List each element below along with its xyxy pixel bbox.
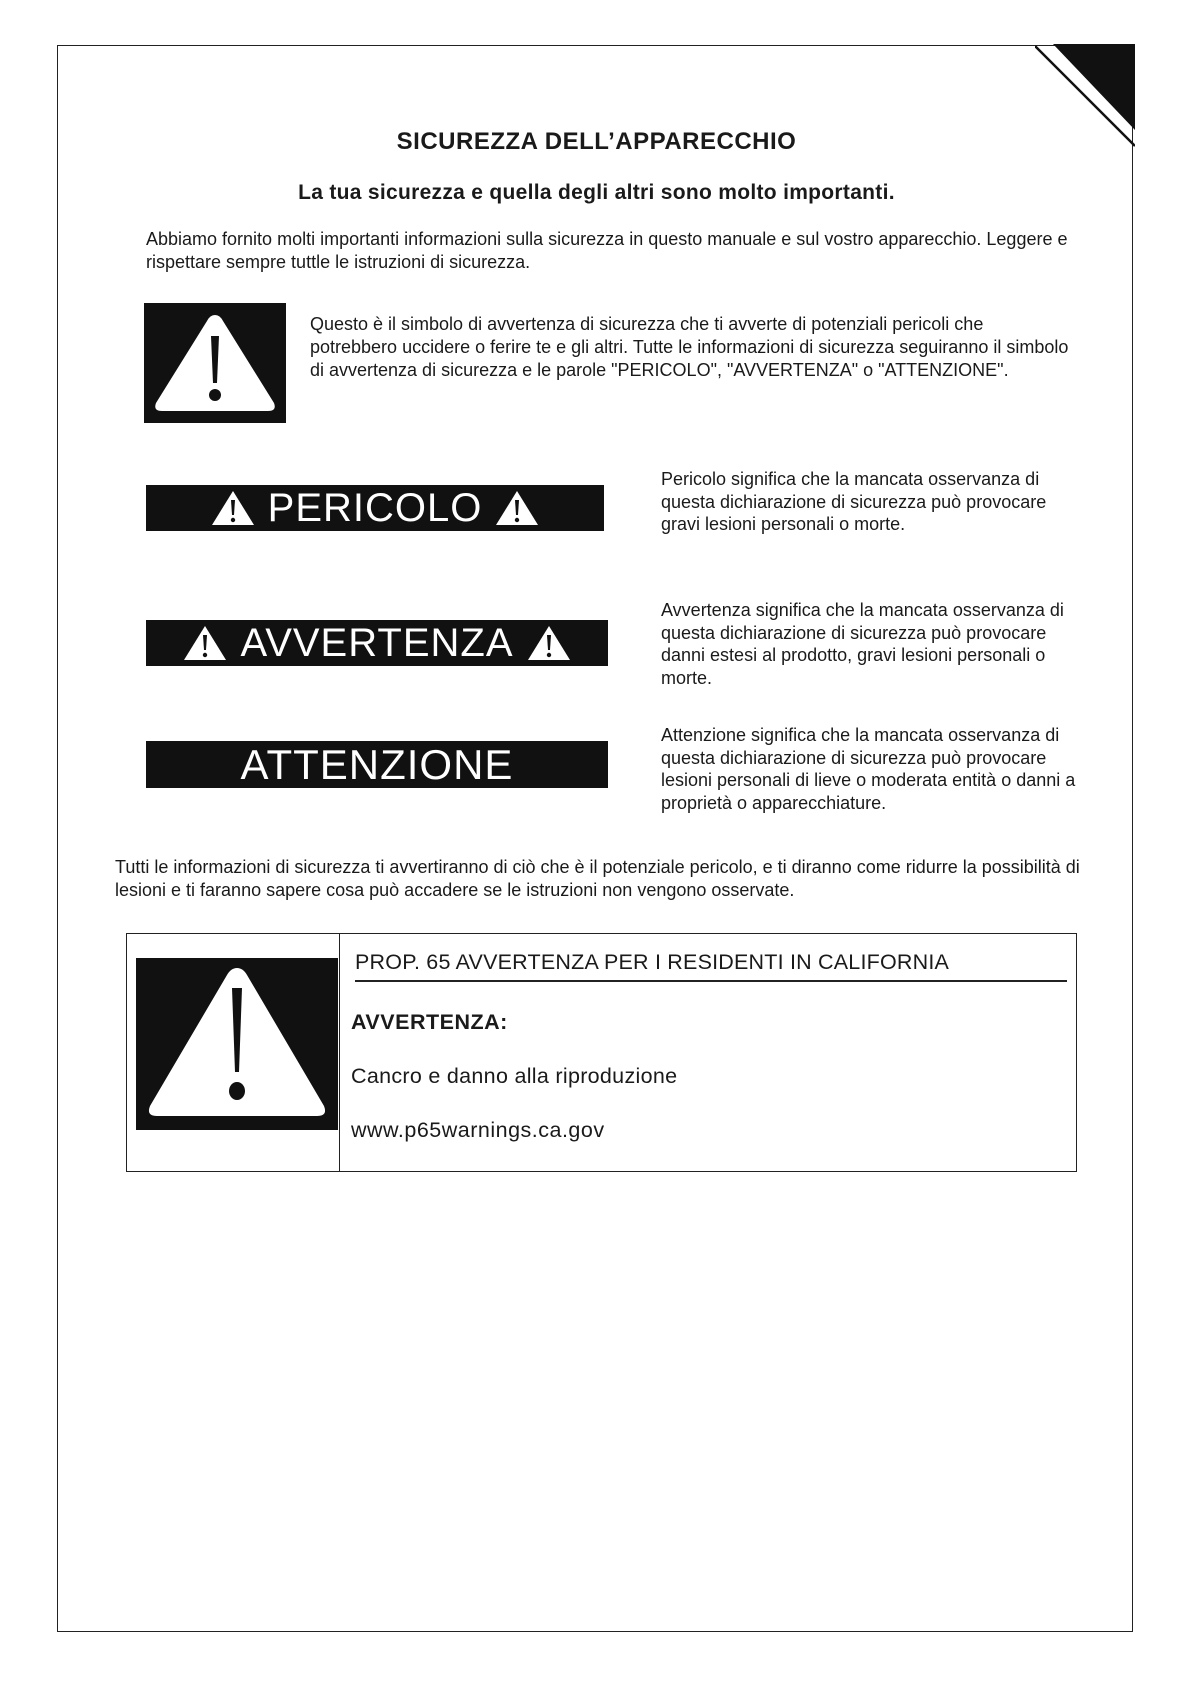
intro-paragraph: Abbiamo fornito molti importanti informazioni sulla sicurezza in questo manuale e sul vostro apparecchio. Leggere e rispettare sempre tuttle le istruzioni di sicurezza. [146, 229, 1068, 272]
prop65-title: PROP. 65 AVVERTENZA PER I RESIDENTI IN CALIFORNIA [355, 950, 1067, 982]
attenzione-text: ATTENZIONE [240, 740, 514, 788]
prop65-divider [339, 934, 340, 1171]
warning-icon [526, 624, 572, 662]
page-subtitle: La tua sicurezza e quella degli altri sono molto importanti. [298, 181, 895, 204]
attenzione-label [146, 741, 608, 788]
warning-icon [182, 624, 228, 662]
warning-icon [210, 489, 256, 527]
prop65-url[interactable]: www.p65warnings.ca.gov [351, 1118, 605, 1142]
warning-icon [494, 489, 540, 527]
pericolo-label [146, 485, 604, 531]
page-title: SICUREZZA DELL’APPARECCHIO [396, 128, 797, 155]
warning-triangle-icon [136, 958, 338, 1130]
pericolo-text: PERICOLO [267, 485, 483, 530]
all-info-paragraph: Tutti le informazioni di sicurezza ti avvertiranno di ciò che è il potenziale pericolo, e ti diranno come ridurre la possibilità di lesioni e ti faranno sapere cosa può accadere se le istruzioni non vengono osservate. [115, 857, 1080, 900]
avvertenza-definition: Avvertenza significa che la mancata osservanza di questa dichiarazione di sicurezza può provocare danni estesi al prodotto, gravi lesioni personali o morte. [661, 600, 1064, 688]
prop65-warning-text: Cancro e danno alla riproduzione [351, 1064, 678, 1088]
warning-triangle-icon [144, 303, 286, 423]
prop65-warning-label: AVVERTENZA: [351, 1010, 508, 1034]
prop65-warning-box [126, 933, 1077, 1172]
attenzione-definition: Attenzione significa che la mancata osservanza di questa dichiarazione di sicurezza può provocare lesioni personali di lieve o moderata entità o danni a proprietà o apparecchiature. [661, 725, 1076, 813]
pericolo-definition: Pericolo significa che la mancata osservanza di questa dichiarazione di sicurezza può provocare gravi lesioni personali o morte. [661, 469, 1047, 534]
page-border [57, 45, 1133, 1632]
avvertenza-label [146, 620, 608, 666]
safety-symbol-description: Questo è il simbolo di avvertenza di sicurezza che ti avverte di potenziali pericoli che potrebbero uccidere o ferire te e gli altri. Tutte le informazioni di sicurezza seguiranno il simbolo di avvertenza di sicurezza e le parole "PERICOLO", "AVVERTENZA" o "ATTENZIONE". [310, 314, 1069, 380]
avvertenza-text: AVVERTENZA [240, 620, 514, 665]
